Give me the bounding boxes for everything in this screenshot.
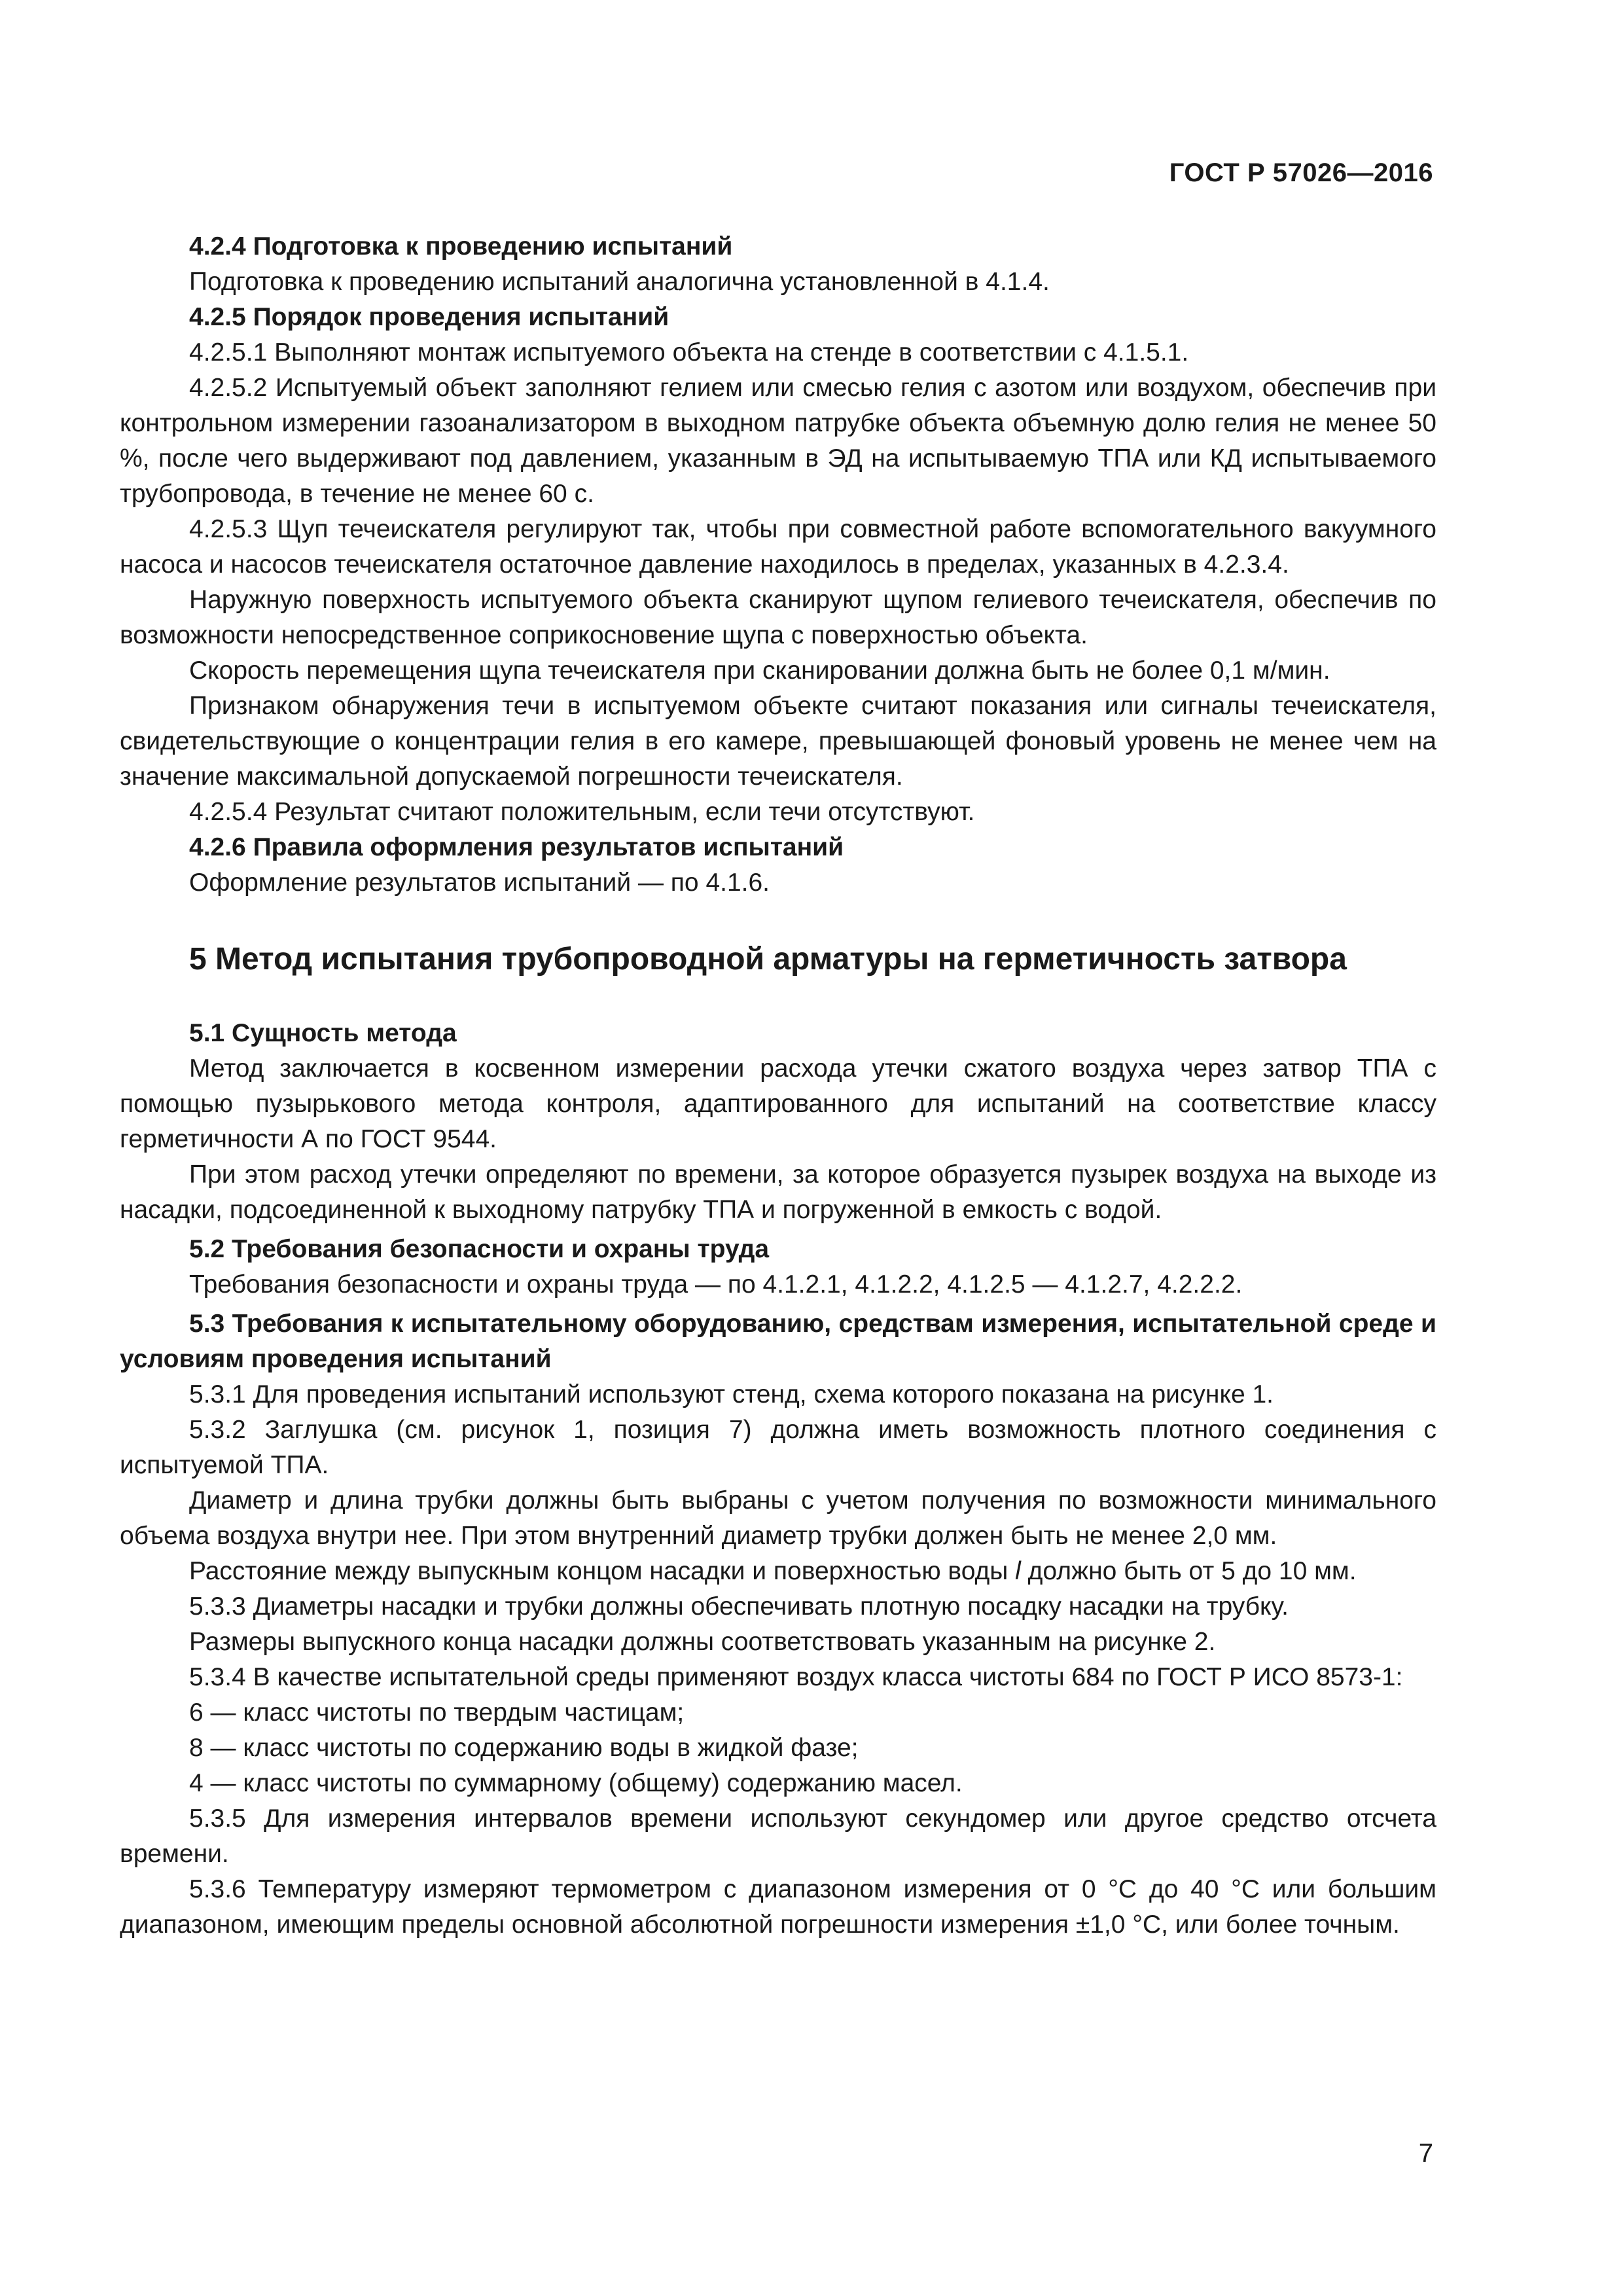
section-5-2-title: 5.2 Требования безопасности и охраны труда [189, 1235, 770, 1263]
section-5-title: 5 Метод испытания трубопроводной арматуры на герметичность затвора [189, 942, 1347, 977]
page-body [120, 229, 1436, 1943]
paragraph: При этом расход утечки определяют по времени, за которое образуется пузырек воздуха на выходе из насадки, подсоединенной к выходному патрубку ТПА и погруженной в емкость с водой. [120, 1160, 1436, 1224]
section-4-2-4-title: 4.2.4 Подготовка к проведению испытаний [189, 232, 733, 260]
paragraph: Размеры выпускного конца насадки должны соответствовать указанным на рисунке 2. [189, 1628, 1216, 1656]
list-item: 6 — класс чистоты по твердым частицам; [189, 1698, 685, 1727]
paragraph: Скорость перемещения щупа течеискателя при сканировании должна быть не более 0,1 м/мин. [189, 656, 1330, 685]
text-fragment: должно быть от 5 до 10 мм. [1020, 1557, 1357, 1585]
section-5-1-title: 5.1 Сущность метода [189, 1019, 457, 1047]
list-item: 4 — класс чистоты по суммарному (общему) содержанию масел. [189, 1769, 963, 1797]
text-fragment: Расстояние между выпускным концом насадки и поверхностью воды [189, 1557, 1016, 1585]
paragraph: Оформление результатов испытаний — по 4.1.6. [189, 869, 770, 897]
paragraph: Диаметр и длина трубки должны быть выбраны с учетом получения по возможности минимального объема воздуха внутри нее. При этом внутренний диаметр трубки должен быть не менее 2,0 мм. [120, 1486, 1436, 1550]
paragraph: 5.3.1 Для проведения испытаний используют стенд, схема которого показана на рисунке 1. [189, 1380, 1274, 1408]
paragraph: 5.3.4 В качестве испытательной среды применяют воздух класса чистоты 684 по ГОСТ Р ИСО 8573-1: [189, 1663, 1403, 1691]
page-number: 7 [1418, 2139, 1433, 2168]
paragraph: 5.3.6 Температуру измеряют термометром с диапазоном измерения от 0 °С до 40 °С или большим диапазоном, имеющим пределы основной абсолютной погрешности измерения ±1,0 °С, или более точным. [120, 1875, 1436, 1939]
document-code: ГОСТ Р 57026—2016 [1169, 158, 1433, 187]
section-4-2-6-title: 4.2.6 Правила оформления результатов испытаний [189, 833, 844, 861]
variable-l: l [1015, 1557, 1021, 1585]
paragraph: 4.2.5.3 Щуп течеискателя регулируют так, чтобы при совместной работе вспомогательного вакуумного насоса и насосов течеискателя остаточное давление находилось в пределах, указанных в 4.2.3.4. [120, 515, 1436, 579]
paragraph: 4.2.5.1 Выполняют монтаж испытуемого объекта на стенде в соответствии с 4.1.5.1. [189, 338, 1189, 367]
paragraph: 5.3.2 Заглушка (см. рисунок 1, позиция 7) должна иметь возможность плотного соединения с испытуемой ТПА. [120, 1416, 1436, 1479]
paragraph: Требования безопасности и охраны труда — по 4.1.2.1, 4.1.2.2, 4.1.2.5 — 4.1.2.7, 4.2.2.2. [189, 1270, 1243, 1299]
paragraph: Признаком обнаружения течи в испытуемом объекте считают показания или сигналы течеискателя, свидетельствующие о концентрации гелия в его камере, превышающей фоновый уровень не менее чем на значение максимальной допускаемой погрешности течеискателя. [120, 692, 1436, 791]
paragraph: 5.3.5 Для измерения интервалов времени используют секундомер или другое средство отсчета времени. [120, 1804, 1436, 1868]
paragraph-distance [120, 1554, 1436, 1589]
paragraph: Метод заключается в косвенном измерении расхода утечки сжатого воздуха через затвор ТПА с помощью пузырькового метода контроля, адаптированного для испытаний на соответствие классу герметичности А по ГОСТ 9544. [120, 1054, 1436, 1153]
paragraph: 4.2.5.2 Испытуемый объект заполняют гелием или смесью гелия с азотом или воздухом, обеспечив при контрольном измерении газоанализатором в выходном патрубке объекта объемную долю гелия не менее 50 %, после чего выдерживают под давлением, указанным в ЭД на испытываемую ТПА или КД испытываемого трубопровода, в течение не менее 60 с. [120, 374, 1436, 508]
section-4-2-5-title: 4.2.5 Порядок проведения испытаний [189, 303, 669, 331]
section-5-3-title: 5.3 Требования к испытательному оборудованию, средствам измерения, испытательной среде и условиям проведения испытаний [120, 1310, 1436, 1373]
paragraph: 5.3.3 Диаметры насадки и трубки должны обеспечивать плотную посадку насадки на трубку. [189, 1592, 1289, 1621]
paragraph: Подготовка к проведению испытаний аналогична установленной в 4.1.4. [189, 268, 1050, 296]
paragraph: Наружную поверхность испытуемого объекта сканируют щупом гелиевого течеискателя, обеспечив по возможности непосредственное соприкосновение щупа с поверхностью объекта. [120, 586, 1436, 649]
list-item: 8 — класс чистоты по содержанию воды в жидкой фазе; [189, 1734, 859, 1762]
paragraph: 4.2.5.4 Результат считают положительным, если течи отсутствуют. [189, 798, 975, 826]
